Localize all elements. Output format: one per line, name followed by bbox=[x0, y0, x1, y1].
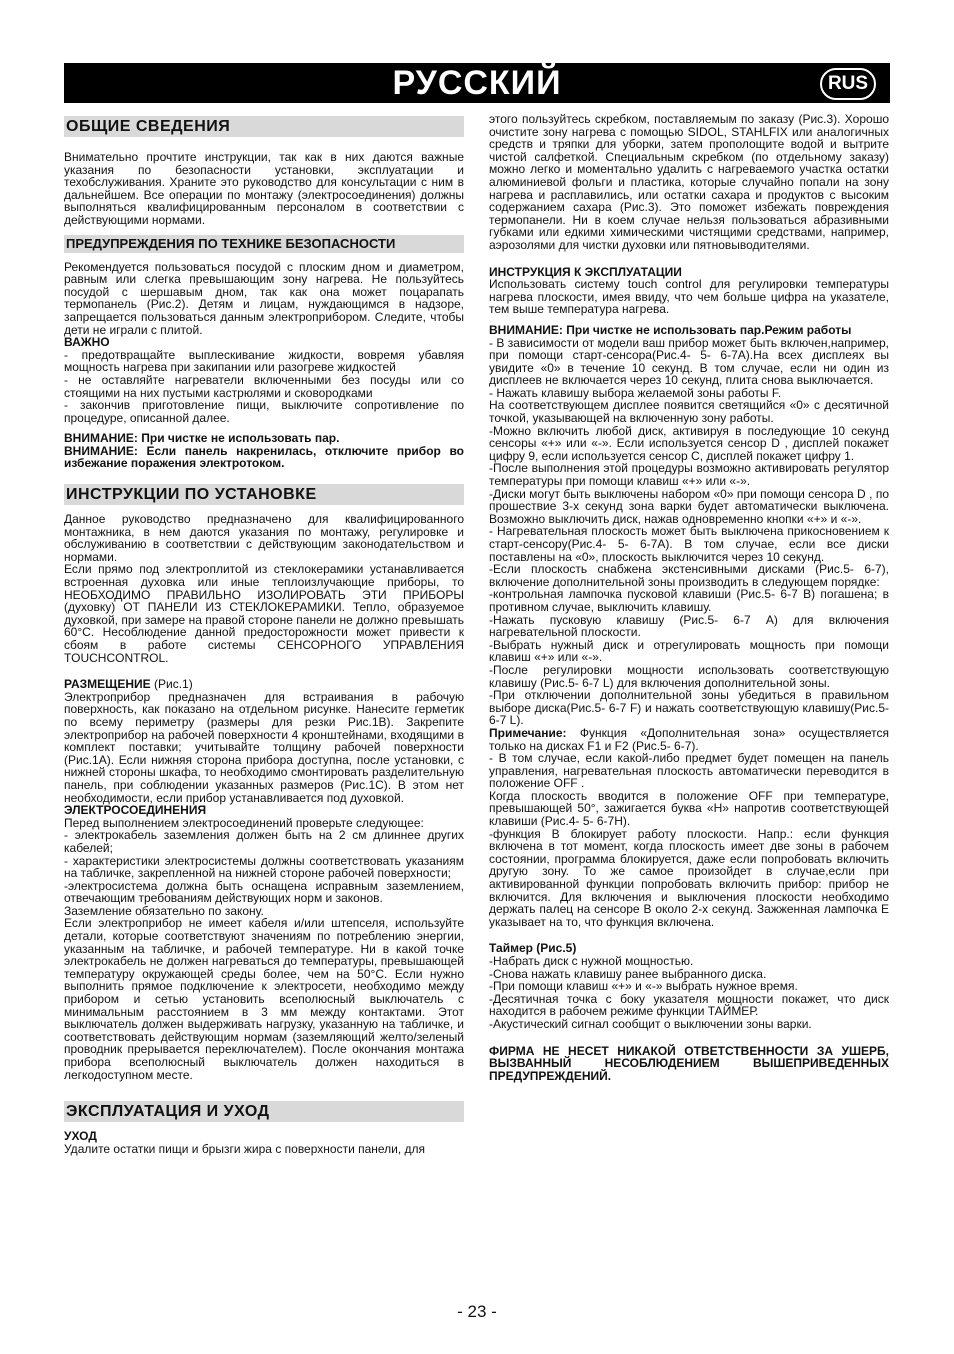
paragraph: - В зависимости от модели ваш прибор может быть включен,например, при помощи старт-сенсора(Рис.4- 5- 6-7А).На всех дисплеях вы увидите «0» в течение 10 секунд. В том случае, если ни один из дисплеев не включается через 10 секунд, плита снова выключается. bbox=[489, 335, 889, 388]
section-title-operation: ЭКСПЛУАТАЦИЯ И УХОД bbox=[64, 1101, 464, 1122]
paragraph: - закончив приготовление пищи, выключите сопротивление по процедуре, описанной далее. bbox=[64, 398, 464, 425]
paragraph: Внимательно прочтите инструкции, так как в них даются важные указания по безопасности установки, эксплуатации и техобслуживания. Храните это руководство для консультации с ним в дальнейшем. Все операции по монтажу (электросоединения) должны выполняться квалифицированным персоналом в соответствии с действующими нормами. bbox=[64, 150, 464, 227]
paragraph: Удалите остатки пищи и брызги жира с поверхности панели, для bbox=[64, 1141, 426, 1156]
language-badge: RUS bbox=[820, 68, 876, 100]
paragraph: - характеристики электросистемы должны соответствовать указаниям на табличке, закрепленной на нижней стороне рабочей поверхности; bbox=[64, 853, 464, 881]
paragraph: -функция В блокирует работу плоскости. Напр.: если функция включена в тот момент, когда плоскость имеет две зоны в рабочем состоянии, программа блокируется, даже если попробовать включить другую зону. То же самое произойдет в случае,если при активированной функции попробовать включить прибор: прибор не включится. Для включения и выключения плоскости необходимо держать палец на сенсоре В около 2-х секунд. Зажженная лампочка Е указывает на то, что функция включена. bbox=[489, 826, 889, 929]
liability-disclaimer: ФИРМА НЕ НЕСЕТ НИКАКОЙ ОТВЕТСТВЕННОСТИ ЗА УШЕРБ, ВЫЗВАННЫЙ НЕСОБЛЮДЕНИЕМ ВЫШЕПРИВЕДЕННЫХ ПРЕДУПРЕЖДЕНИЙ. bbox=[489, 1043, 889, 1083]
paragraph: Когда плоскость вводится в положение OFF при температуре, превышающей 50°, зажигается буква «H» напротив соответствующей клавиши (Рис.4- 5- 6-7H). bbox=[489, 788, 889, 829]
paragraph: -Акустический сигнал сообщит о выключении зоны варки. bbox=[489, 1016, 812, 1031]
label-important: ВАЖНО bbox=[64, 335, 110, 350]
paragraph: На соответствующем дисплее появится светящийся «0» с десятичной точкой, указывающей на включенную зону работы. bbox=[489, 398, 889, 426]
paragraph: Если прямо под электроплитой из стеклокерамики устанавливается встроенная духовка или иные теплоизлучающие приборы, то НЕОБХОДИМО ПРАВИЛЬНО ИЗОЛИРОВАТЬ ЭТИ ПРИБОРЫ (духовку) ОТ ПАНЕЛИ ИЗ СТЕКЛОКЕРАМИКИ. Тепло, образуемое духовкой, при замере на правой стороне панели не должно превышать 60°С. Несоблюдение данной предосторожности может привести к сбоям в работе системы СЕНСОРНОГО УПРАВЛЕНИЯ TOUCHCONTROL. bbox=[64, 562, 464, 665]
paragraph: - Нажать клавишу выбора желаемой зоны работы F. bbox=[489, 385, 782, 400]
paragraph: -При помощи клавиш «+» и «-» выбрать нужное время. bbox=[489, 979, 798, 994]
paragraph: -Можно включить любой диск, активируя в последующие 10 секунд сенсоры «+» или «-». Если используется сенсор D , дисплей покажет цифру 9, если используется сенсор С, дисплей покажет цифру 1. bbox=[489, 423, 889, 463]
page-number: - 23 - bbox=[457, 1302, 497, 1321]
paragraph: Использовать систему touch control для регулировки температуры нагрева плоскости, имея ввиду, что чем больше цифра на указателе, тем выше температура нагрева. bbox=[489, 277, 889, 317]
paragraph: Данное руководство предназначено для квалифицированного монтажника, в нем даются указания по монтажу, регулировке и обслуживанию в соответствии с действующим законодательством и нормами. bbox=[64, 512, 464, 564]
section-title-installation: ИНСТРУКЦИИ ПО УСТАНОВКЕ bbox=[64, 484, 464, 505]
paragraph: -После выполнения этой процедуры возможно активировать регулятор температуры при помощи клавиш «+» или «-». bbox=[489, 461, 889, 489]
paragraph: -Снова нажать клавишу ранее выбранного диска. bbox=[489, 966, 767, 981]
paragraph: этого пользуйтесь скребком, поставляемым по заказу (Рис.3). Хорошо очистите зону нагрева с помощью SIDOL, STAHLFIX или аналогичных средств и тряпки для уборки, затем прополощите водой и вытрите чистой салфеткой. Специальным скребком (по отдельному заказу) можно легко и моментально удалить с нагреваемого участка остатки алюминиевой фольги и пластика, которые случайно попали на зону нагрева и расплавились, или остатки сахара и продуктов с высоким содержанием сахара (Рис.3). Это поможет избежать повреждения термопанели. Ни в коем случае нельзя пользоваться абразивными губками или едкими химическими чистящими средствами, например, аэрозолями для чистки духовки или пятновыводителями. bbox=[489, 112, 889, 252]
paragraph: -контрольная лампочка пусковой клавиши (Рис.5- 6-7 В) погашена; в противном случае, выключить клавишу. bbox=[489, 587, 889, 614]
paragraph: Электроприбор предназначен для встраивания в рабочую поверхность, как показано на отдельном рисунке. Нанесите герметик по всему периметру (размеры для резки Рис.1В). Закрепите электроприбор на рабочей поверхности 4 кронштейнами, входящими в комплект поставки; учитывайте толщину рабочей поверхности (Рис.1А). Если нижняя сторона прибора доступна, после установки, с нижней стороны шкафа, то необходимо смонтировать разделительную панель, при соблюдении указанных размеров (Рис.1С). В этом нет необходимости, если прибор устанавливается под духовкой. bbox=[64, 689, 464, 805]
paragraph: - В том случае, если какой-либо предмет будет помещен на панель управления, нагревательная плоскость автоматически переводится в положение OFF . bbox=[489, 751, 889, 791]
note-text: Функция «Дополнительная зона» осуществляется только на дисках F1 и F2 (Рис.5- 6-7). bbox=[489, 725, 889, 753]
left-column bbox=[64, 116, 464, 1155]
paragraph: Рекомендуется пользоваться посудой с плоским дном и диаметром, равным или слегка превышающим зону нагрева. Не пользуйтесь посудой с шершавым дном, так как она может поцарапать термопанель (Рис.2). Детям и лицам, нуждающимся в надзоре, запрещается пользоваться данным электроприбором. Следите, чтобы дети не играли с плитой. bbox=[64, 259, 464, 337]
paragraph: - предотвращайте выплескивание жидкости, вовремя убавляя мощность нагрева при закипании или разогреве жидкостей bbox=[64, 347, 464, 375]
paragraph: -После регулировки мощности использовать соответствующую клавишу (Рис.5- 6-7 L) для включения дополнительной зоны. bbox=[489, 662, 889, 690]
label-note: Примечание: bbox=[489, 725, 567, 740]
label-electrical: ЭЛЕКТРОСОЕДИНЕНИЯ bbox=[64, 803, 207, 818]
label-timer: Таймер (Рис.5) bbox=[489, 941, 577, 956]
paragraph: Перед выполнением электросоединений проверьте следующее: bbox=[64, 815, 424, 830]
paragraph: - не оставляйте нагреватели включенными без посуды или со стоящими на них пустыми кастрюлями и сковородками bbox=[64, 372, 464, 400]
label-care: УХОД bbox=[64, 1129, 97, 1144]
warning-tilt: ВНИМАНИЕ: Если панель накренилась, отключите прибор во избежание поражения электротоком. bbox=[64, 443, 464, 471]
label-warning-mode: ВНИМАНИЕ: При чистке не использовать пар.Режим работы bbox=[489, 322, 852, 337]
paragraph: -Выбрать нужный диск и отрегулировать мощность при помощи клавиш «+» или «-». bbox=[489, 637, 889, 665]
placement-fig-ref: (Рис.1) bbox=[150, 677, 193, 692]
language-banner bbox=[64, 63, 890, 103]
paragraph: -Если плоскость снабжена экстенсивными дисками (Рис.5- 6-7), включение дополнительной зоны производить в следующем порядке: bbox=[489, 562, 889, 589]
right-column bbox=[489, 113, 889, 1082]
paragraph: -Десятичная точка с боку указателя мощности покажет, что диск находится в рабочем режиме функции ТАЙМЕР. bbox=[489, 991, 889, 1019]
note-paragraph bbox=[489, 727, 889, 752]
label-instructions: ИНСТРУКЦИЯ К ЭКСПЛУАТАЦИИ bbox=[489, 264, 682, 279]
paragraph: - Нагревательная плоскость может быть выключена прикосновением к старт-сенсору(Рис.4- 5- 6-7А). В том случае, если все диски поставлены на «0», плоскость выключится через 10 секунд. bbox=[489, 524, 889, 564]
paragraph: Заземление обязательно по закону. bbox=[64, 903, 264, 918]
paragraph: Если электроприбор не имеет кабеля и/или штепселя, используйте детали, которые соответствуют значениям по потреблению энергии, указанным на табличке, и рабочей температуре. Ни в какой точке электрокабель не должен нагреваться до температуры, превышающей температуру окружающей среды более, чем на 50°С. Если нужно выполнить прямое подключение к электросети, необходимо между прибором и сетью установить всеполюсный выключатель с минимальным расстоянием в 3 мм между контактами. Этот выключатель должен выдерживать нагрузку, указанную на табличке, и соответствовать действующим нормам (заземляющий желто/зеленый проводник прерывается переключателем). После окончания монтажа прибора всеполюсный выключатель должен находиться в легкодоступном месте. bbox=[64, 916, 464, 1082]
warning-steam: ВНИМАНИЕ: При чистке не использовать пар. bbox=[64, 431, 340, 446]
banner-title: РУССКИЙ bbox=[392, 64, 562, 102]
paragraph: -Нажать пусковую клавишу (Рис.5- 6-7 А) для включения нагревательной плоскости. bbox=[489, 612, 889, 640]
paragraph: -Набрать диск с нужной мощностью. bbox=[489, 954, 694, 968]
paragraph: -При отключении дополнительной зоны убедиться в правильном выборе диска(Рис.5- 6-7 F) и нажать соответствующую клавишу(Рис.5- 6-7 L). bbox=[489, 688, 889, 728]
paragraph: - электрокабель заземления должен быть на 2 см длиннее других кабелей; bbox=[64, 828, 464, 855]
placement-heading bbox=[64, 678, 464, 691]
subsection-title-safety: ПРЕДУПРЕЖДЕНИЯ ПО ТЕХНИКЕ БЕЗОПАСНОСТИ bbox=[64, 235, 464, 253]
label-placement: РАЗМЕЩЕНИЕ bbox=[64, 677, 151, 692]
paragraph: -Диски могут быть выключены набором «0» при помощи сенсора D , по прошествие 3-х секунд зона варки будет автоматически выключена. Возможно выключить диск, нажав одновременно кнопки «+» и «-». bbox=[489, 486, 889, 526]
section-title-general: ОБЩИЕ СВЕДЕНИЯ bbox=[64, 116, 464, 137]
paragraph: -электросистема должна быть оснащена исправным заземлением, отвечающим требованиям действующих норм и законов. bbox=[64, 878, 464, 906]
